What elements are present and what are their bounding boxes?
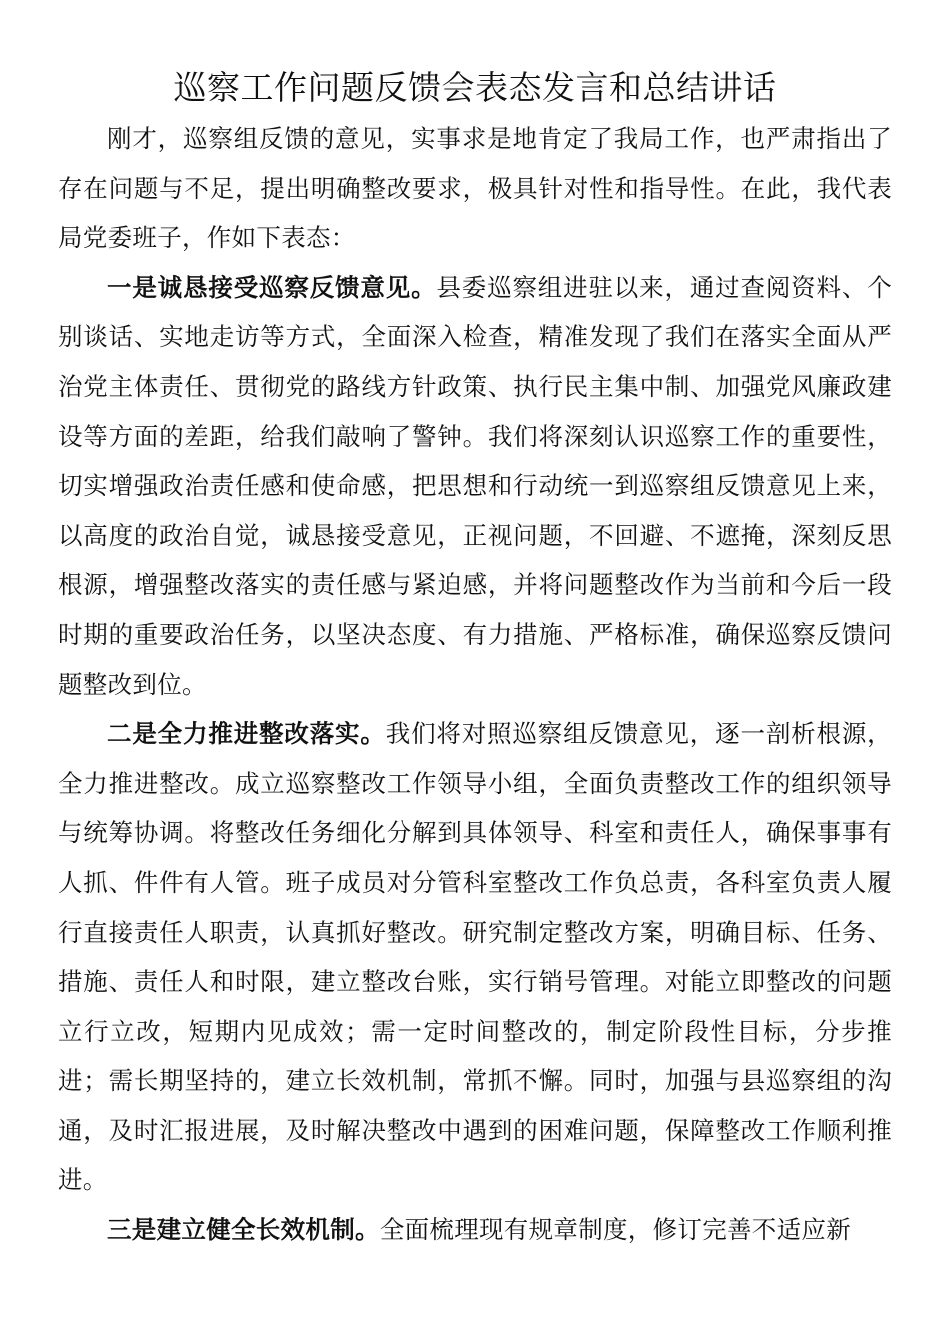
paragraph-point-one [58,263,892,709]
paragraph-heading: 一是诚恳接受巡察反馈意见。 [107,272,437,302]
paragraph-point-two [58,709,892,1205]
paragraph-point-three [58,1205,892,1255]
paragraph-text: 全面梳理现有规章制度，修订完善不适应新 [379,1215,852,1245]
paragraph-text: 县委巡察组进驻以来，通过查阅资料、个别谈话、实地走访等方式，全面深入检查，精准发现了我们在落实全面从严治党主体责任、贯彻党的路线方针政策、执行民主集中制、加强党风廉政建设等方面的差距，给我们敲响了警钟。我们将深刻认识巡察工作的重要性，切实增强政治责任感和使命感，把思想和行动统一到巡察组反馈意见上来，以高度的政治自觉，诚恳接受意见，正视问题，不回避、不遮掩，深刻反思根源，增强整改落实的责任感与紧迫感，并将问题整改作为当前和今后一段时期的重要政治任务，以坚决态度、有力措施、严格标准，确保巡察反馈问题整改到位。 [58,272,892,699]
paragraph-heading: 二是全力推进整改落实。 [107,719,386,749]
paragraph-text: 我们将对照巡察组反馈意见，逐一剖析根源，全力推进整改。成立巡察整改工作领导小组，全面负责整改工作的组织领导与统筹协调。将整改任务细化分解到具体领导、科室和责任人，确保事事有人抓、件件有人管。班子成员对分管科室整改工作负总责，各科室负责人履行直接责任人职责，认真抓好整改。研究制定整改方案，明确目标、任务、措施、责任人和时限，建立整改台账，实行销号管理。对能立即整改的问题立行立改，短期内见成效；需一定时间整改的，制定阶段性目标，分步推进；需长期坚持的，建立长效机制，常抓不懈。同时，加强与县巡察组的沟通，及时汇报进展，及时解决整改中遇到的困难问题，保障整改工作顺利推进。 [58,719,892,1195]
document-body [58,114,892,1255]
paragraph-text: 刚才，巡察组反馈的意见，实事求是地肯定了我局工作，也严肃指出了存在问题与不足，提出明确整改要求，极具针对性和指导性。在此，我代表局党委班子，作如下表态： [58,124,892,253]
document-title: 巡察工作问题反馈会表态发言和总结讲话 [173,68,777,107]
paragraph-intro [58,114,892,263]
paragraph-heading: 三是建立健全长效机制。 [107,1215,380,1245]
